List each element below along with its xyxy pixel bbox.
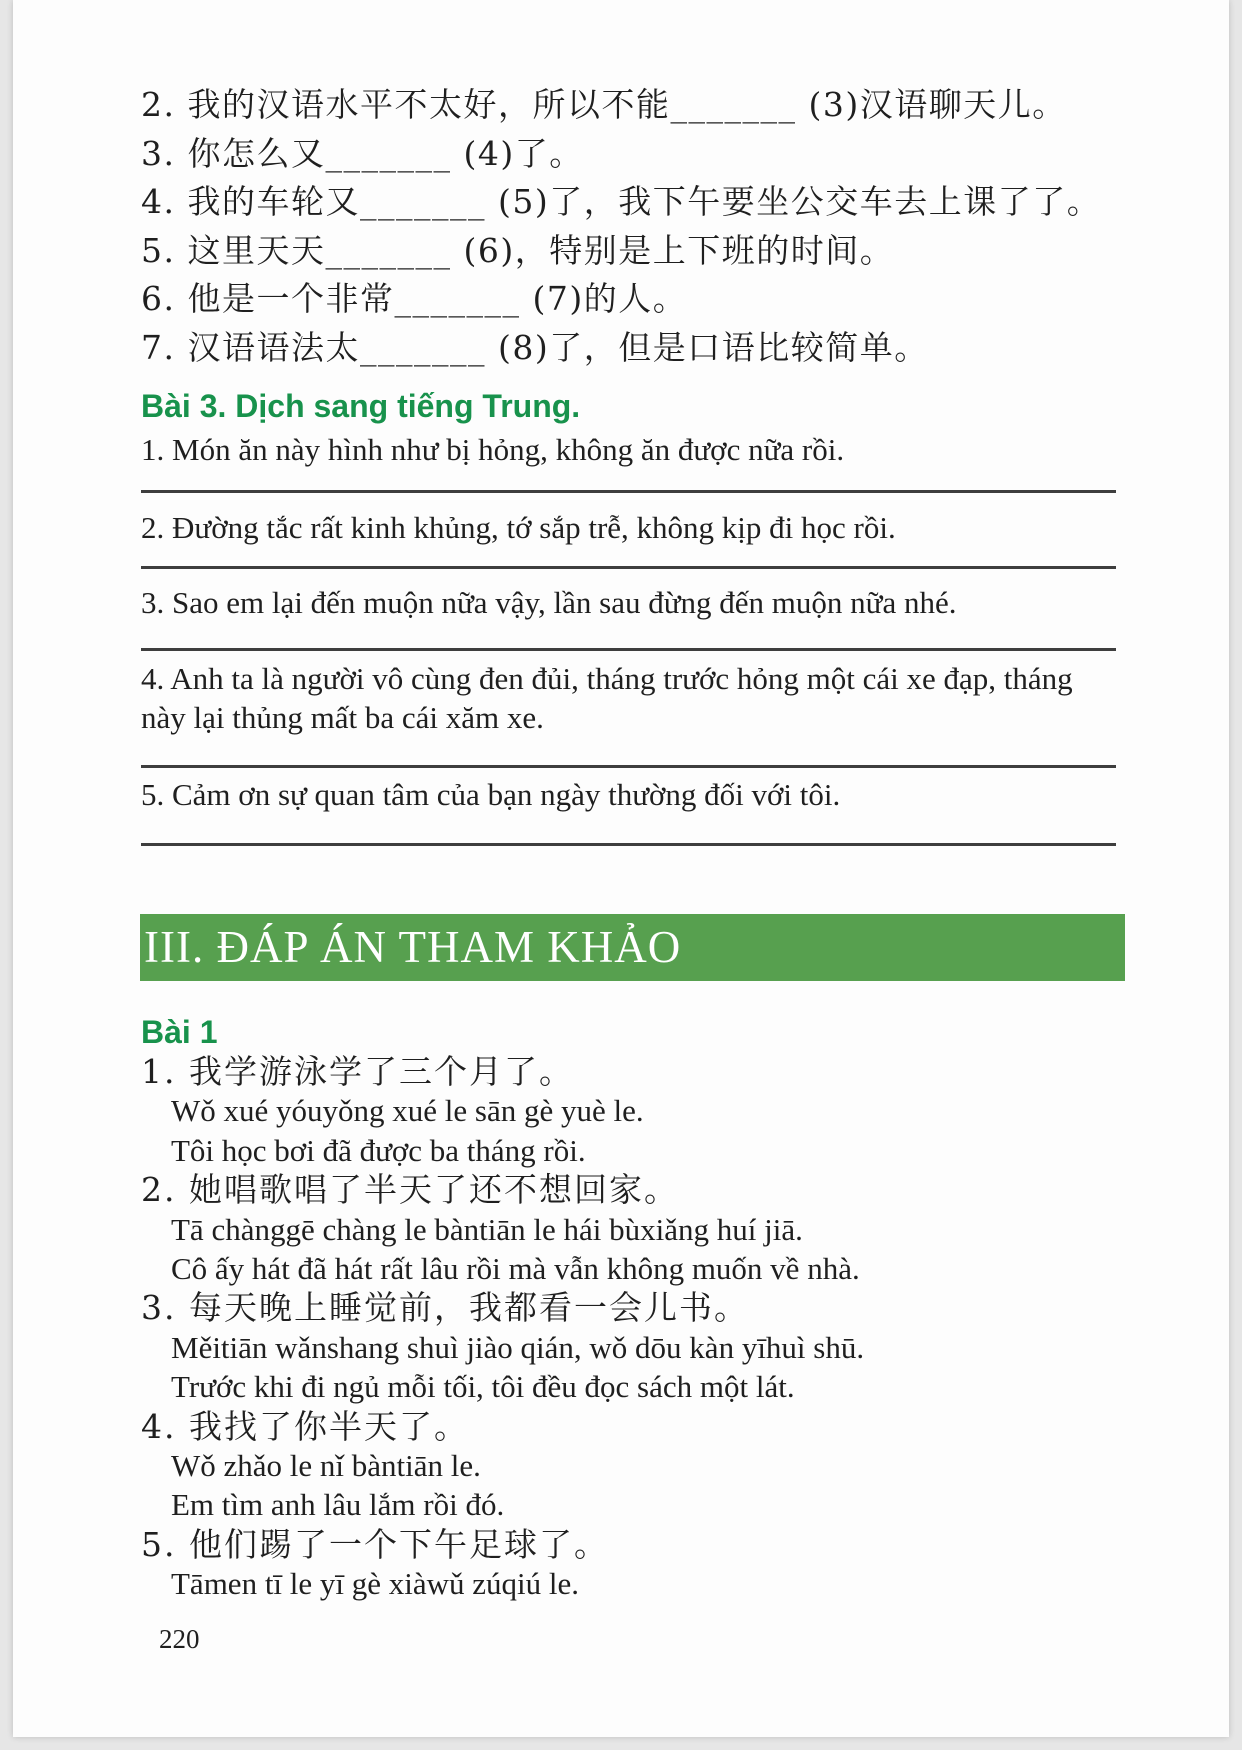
answer-pinyin: Wǒ xué yóuyǒng xué le sān gè yuè le. bbox=[171, 1093, 644, 1129]
answer-vietnamese: Cô ấy hát đã hát rất lâu rồi mà vẫn không muốn về nhà. bbox=[171, 1251, 860, 1287]
answer-pinyin: Tā chànggē chàng le bàntiān le hái bùxiǎng huí jiā. bbox=[171, 1211, 803, 1247]
exercise-item: 7. 汉语语法太_______ (8)了，但是口语比较简单。 bbox=[141, 327, 929, 367]
translation-item: 3. Sao em lại đến muộn nữa vậy, lần sau đừng đến muộn nữa nhé. bbox=[141, 585, 957, 620]
exercise-item: 2. 我的汉语水平不太好，所以不能_______ (3)汉语聊天儿。 bbox=[141, 85, 1067, 124]
answer-blank-line bbox=[141, 648, 1116, 651]
answer-chinese: 3. 每天晚上睡觉前，我都看一会儿书。 bbox=[141, 1288, 749, 1328]
exercise-item: 5. 这里天天_______ (6)，特别是上下班的时间。 bbox=[141, 230, 895, 270]
answer-blank-line bbox=[141, 765, 1116, 768]
document-page bbox=[13, 0, 1229, 1737]
answers-section-title: III. ĐÁP ÁN THAM KHẢO bbox=[144, 922, 682, 972]
answer-chinese: 5. 他们踢了一个下午足球了。 bbox=[141, 1524, 609, 1564]
translation-item: 1. Món ăn này hình như bị hỏng, không ăn được nữa rồi. bbox=[141, 432, 845, 467]
answer-blank-line bbox=[141, 490, 1116, 493]
answers-section-banner bbox=[140, 914, 1125, 981]
fill-in-blank-exercise bbox=[141, 81, 1179, 373]
exercise-item: 3. 你怎么又_______ (4)了。 bbox=[141, 133, 584, 173]
answer-blank-line bbox=[141, 843, 1116, 846]
translation-item: 4. Anh ta là người vô cùng đen đủi, tháng trước hỏng một cái xe đạp, tháng này lại thủng mất ba cái xăm xe. bbox=[141, 661, 1073, 735]
translation-item: 5. Cảm ơn sự quan tâm của bạn ngày thường đối với tôi. bbox=[141, 777, 841, 812]
exercise-item: 4. 我的车轮又_______ (5)了，我下午要坐公交车去上课了了。 bbox=[141, 182, 1102, 222]
answer-chinese: 4. 我找了你半天了。 bbox=[141, 1406, 469, 1446]
answer-pinyin: Wǒ zhǎo le nǐ bàntiān le. bbox=[171, 1448, 481, 1484]
bai3-heading: Bài 3. Dịch sang tiếng Trung. bbox=[141, 388, 581, 424]
bai1-answers-list bbox=[141, 1052, 1179, 1604]
answer-blank-line bbox=[141, 566, 1116, 569]
answer-vietnamese: Em tìm anh lâu lắm rồi đó. bbox=[171, 1487, 505, 1523]
translation-item: 2. Đường tắc rất kinh khủng, tớ sắp trễ, không kịp đi học rồi. bbox=[141, 510, 896, 545]
answer-chinese: 1. 我学游泳学了三个月了。 bbox=[141, 1052, 574, 1091]
page-number: 220 bbox=[159, 1624, 200, 1654]
answer-vietnamese: Trước khi đi ngủ mỗi tối, tôi đều đọc sách một lát. bbox=[171, 1369, 795, 1405]
answer-chinese: 2. 她唱歌唱了半天了还不想回家。 bbox=[141, 1170, 679, 1210]
bai1-heading: Bài 1 bbox=[141, 1014, 218, 1050]
answer-pinyin: Tāmen tī le yī gè xiàwǔ zúqiú le. bbox=[171, 1566, 580, 1602]
answer-pinyin: Měitiān wǎnshang shuì jiào qián, wǒ dōu kàn yīhuì shū. bbox=[171, 1329, 865, 1365]
exercise-item: 6. 他是一个非常_______ (7)的人。 bbox=[141, 279, 688, 319]
answer-vietnamese: Tôi học bơi đã được ba tháng rồi. bbox=[171, 1132, 586, 1168]
